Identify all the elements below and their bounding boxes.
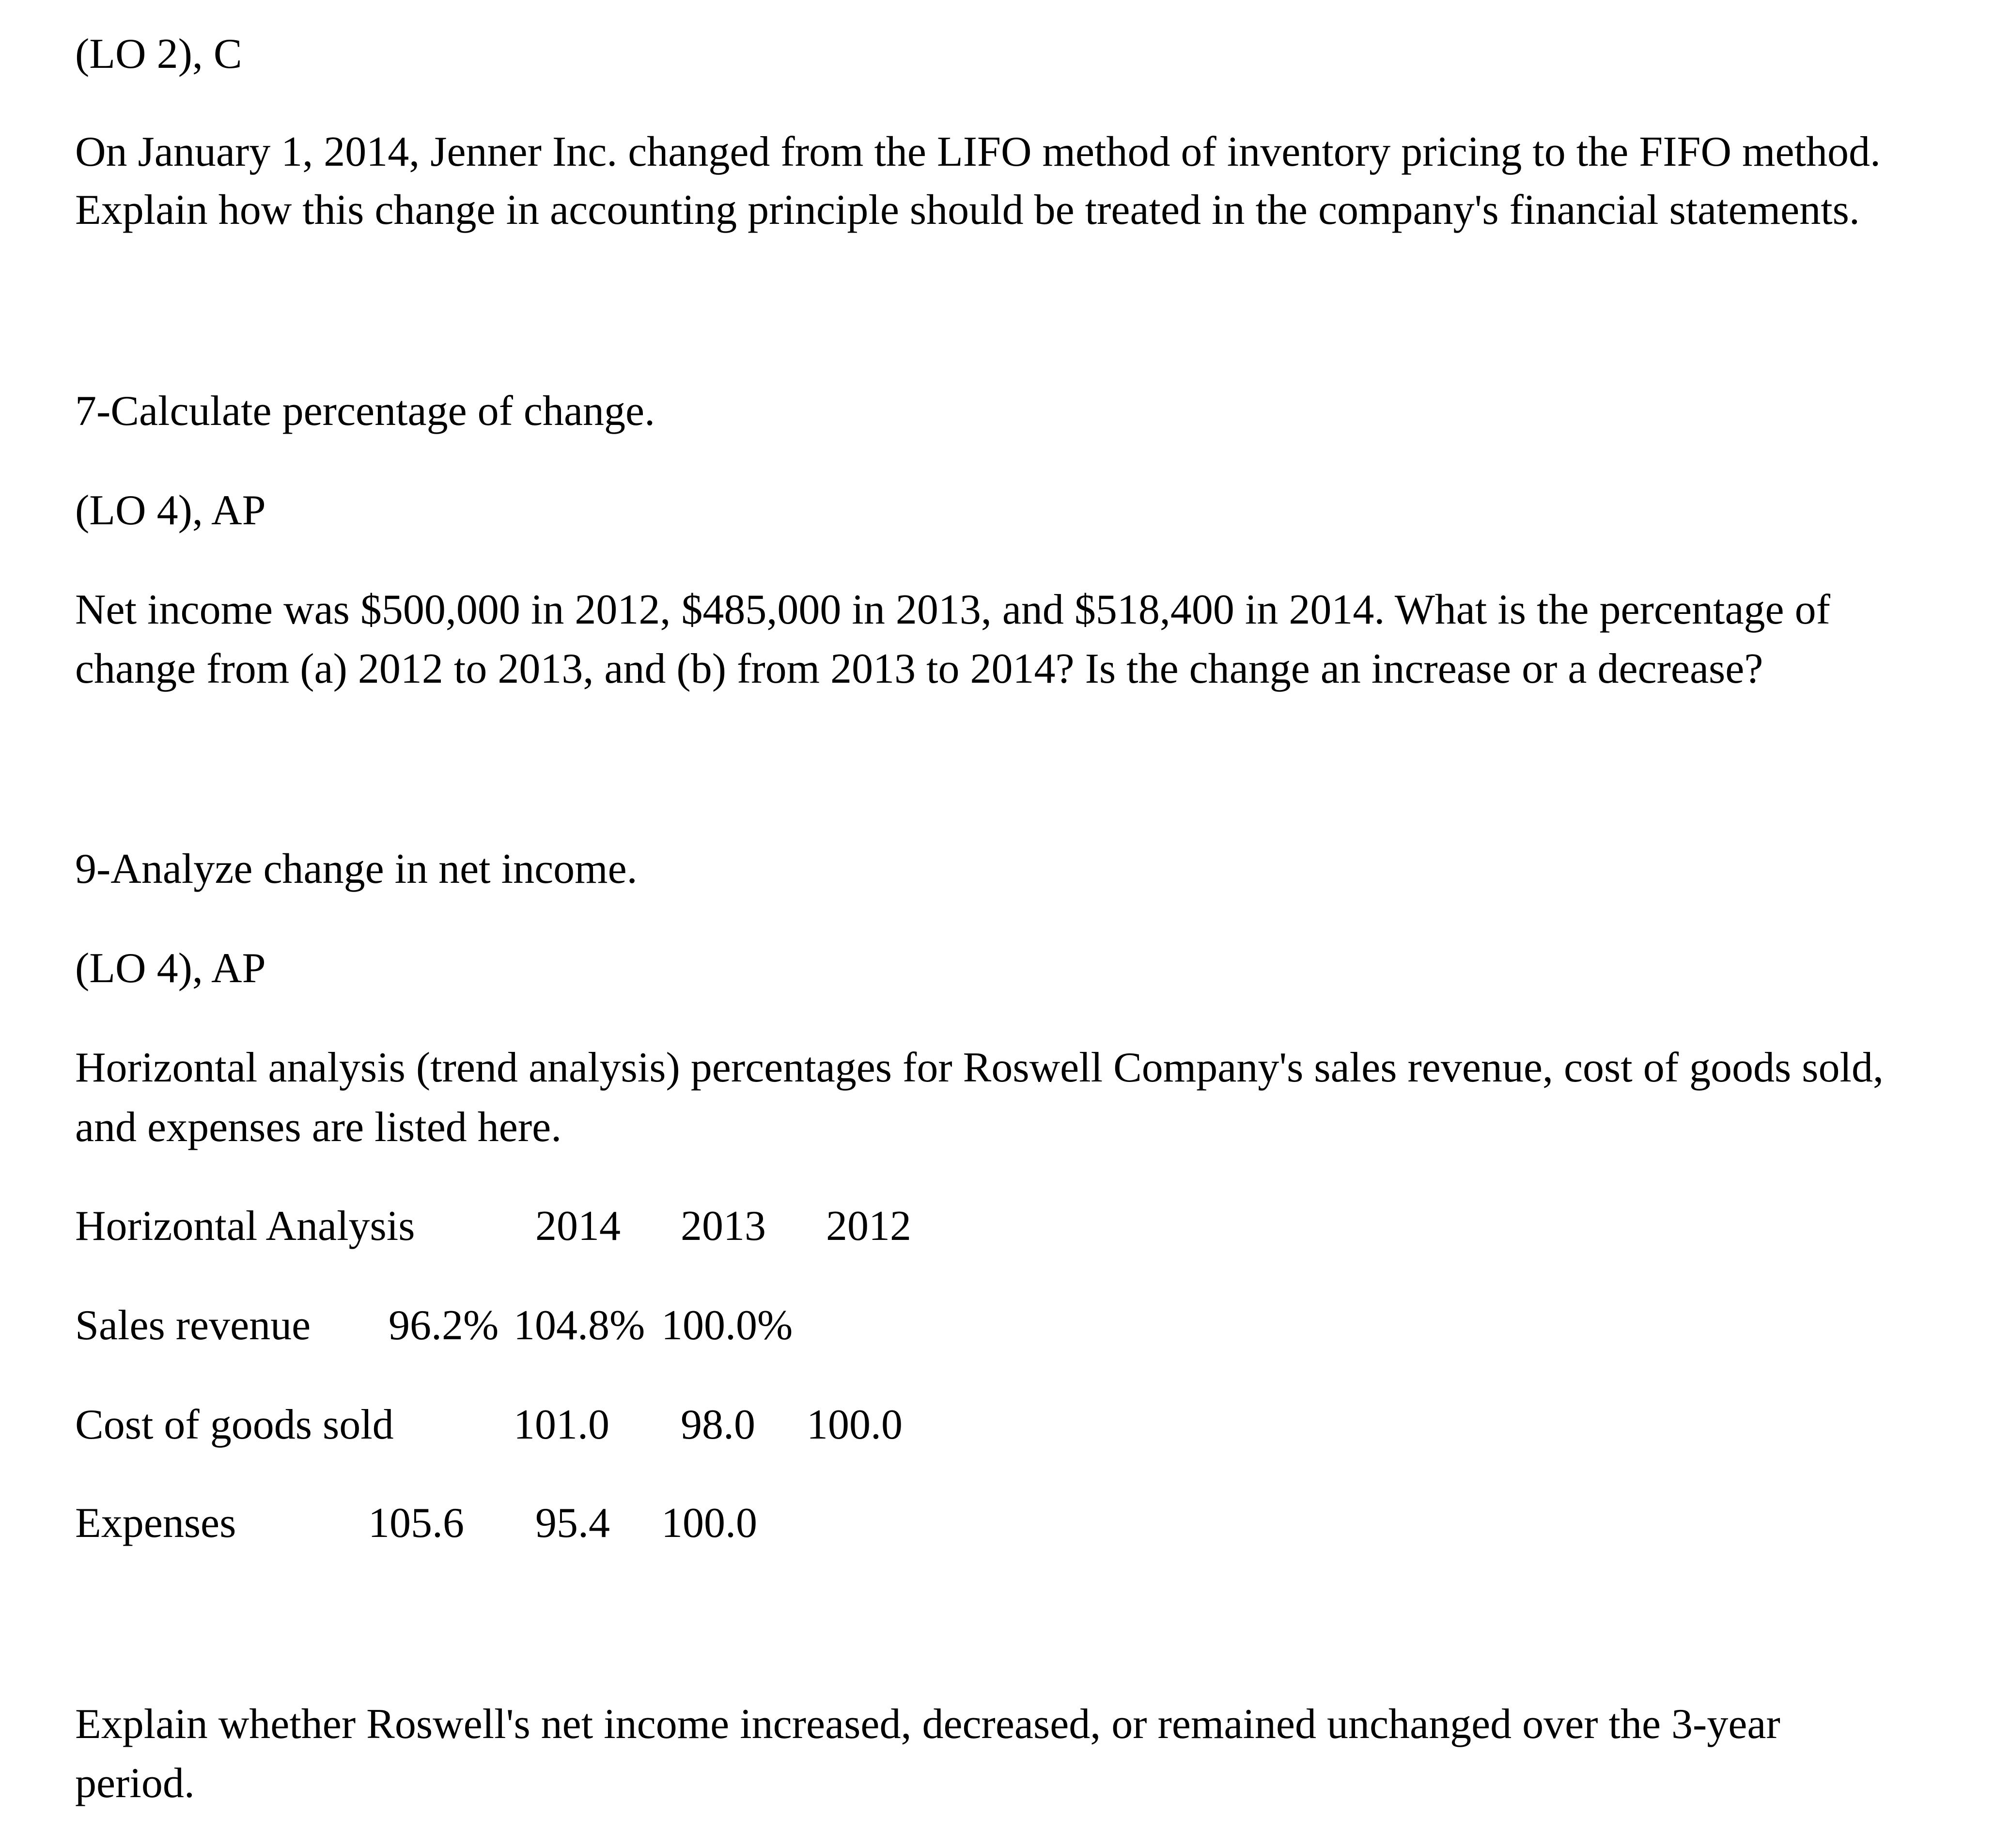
lo2-question-line-2: Explain how this change in accounting principle should be treated in the company's financial statements. [75,187,1860,234]
sales-revenue-2014: 96.2% [389,1302,499,1349]
sales-revenue-2012: 100.0% [661,1302,793,1349]
section-9-intro-line-2: and expenses are listed here. [75,1104,562,1151]
section-9-title: 9-Analyze change in net income. [75,846,638,893]
table-header-year-2012: 2012 [826,1203,911,1250]
expenses-2014: 105.6 [368,1500,464,1547]
table-header-label: Horizontal Analysis [75,1203,415,1250]
row-label-expenses: Expenses [75,1500,236,1547]
section-9-tag: (LO 4), AP [75,945,266,992]
cost-of-goods-sold-2012: 100.0 [807,1401,903,1448]
lo2-question-line-1: On January 1, 2014, Jenner Inc. changed from the LIFO method of inventory pricing to the FIFO method. [75,128,1881,175]
row-label-sales-revenue: Sales revenue [75,1302,311,1349]
table-header-year-2014: 2014 [535,1203,621,1250]
section-7-question-line-2: change from (a) 2012 to 2013, and (b) from 2013 to 2014? Is the change an increase or a decrease? [75,645,1763,692]
expenses-2012: 100.0 [661,1500,757,1547]
table-header-year-2013: 2013 [681,1203,766,1250]
section-9-closing-line-2: period. [75,1760,195,1807]
section-7-question-line-1: Net income was $500,000 in 2012, $485,000 in 2013, and $518,400 in 2014. What is the percentage of [75,586,1830,633]
cost-of-goods-sold-2014: 101.0 [514,1401,609,1448]
section-7-tag: (LO 4), AP [75,487,266,534]
sales-revenue-2013: 104.8% [514,1302,645,1349]
row-label-cost-of-goods-sold: Cost of goods sold [75,1401,394,1448]
cost-of-goods-sold-2013: 98.0 [681,1401,755,1448]
section-9-closing-line-1: Explain whether Roswell's net income increased, decreased, or remained unchanged over the 3-year [75,1701,1780,1748]
section-7-title: 7-Calculate percentage of change. [75,388,655,435]
lo2-tag: (LO 2), C [75,31,242,78]
section-9-intro-line-1: Horizontal analysis (trend analysis) percentages for Roswell Company's sales revenue, cost of goods sold, [75,1044,1884,1091]
expenses-2013: 95.4 [535,1500,610,1547]
